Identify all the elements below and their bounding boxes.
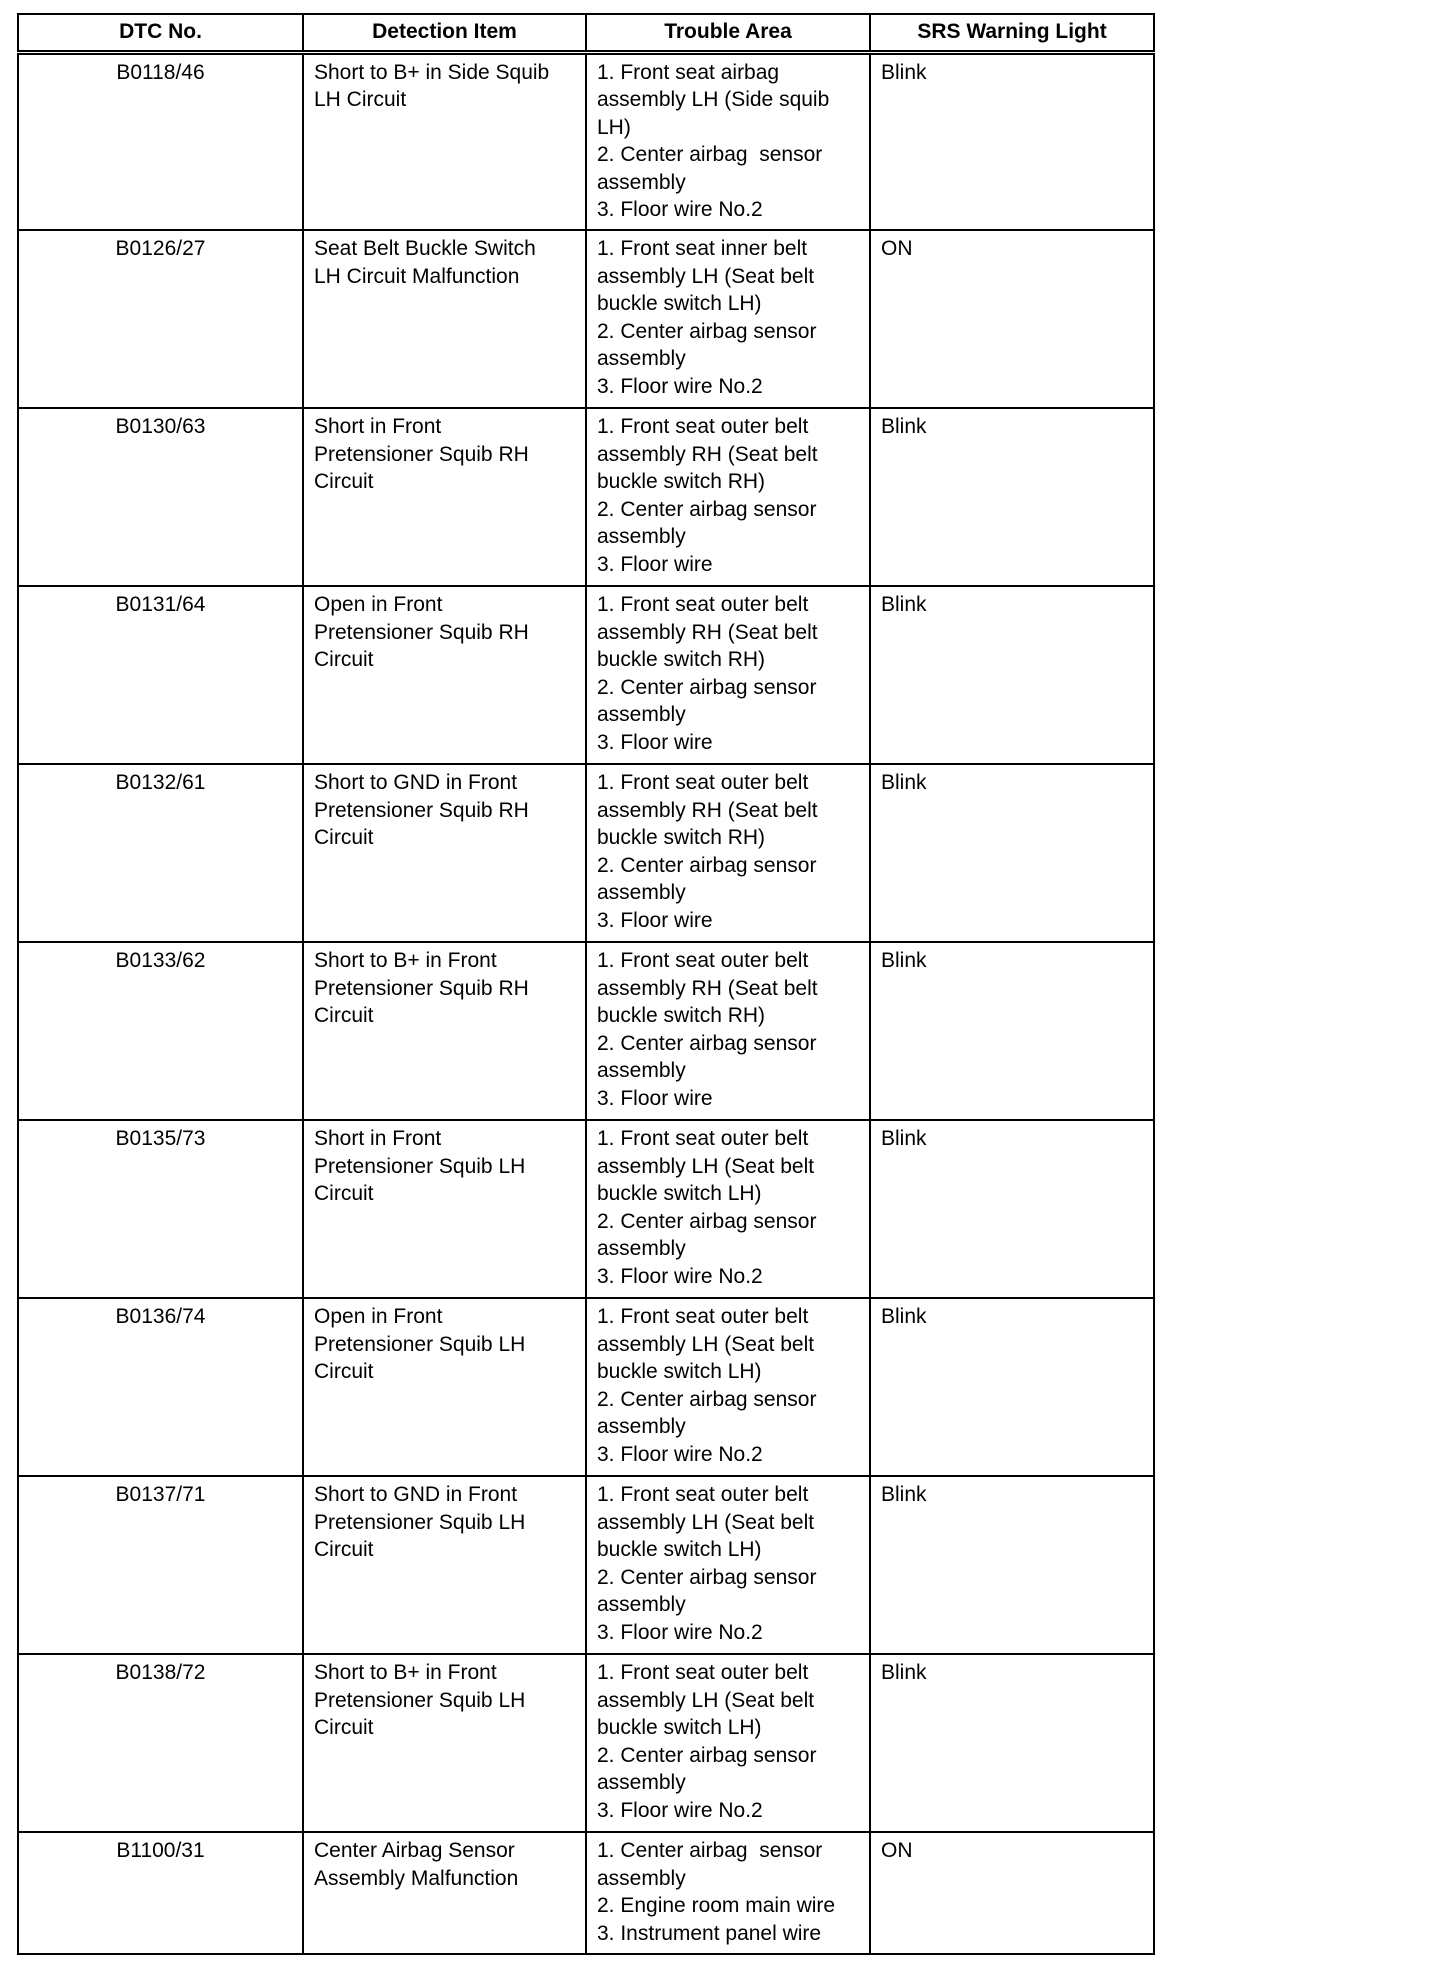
dtc-code-cell: B0126/27 — [18, 230, 303, 408]
detection-item-line: Short to B+ in Side Squib — [314, 60, 550, 84]
detection-item-line: Short to GND in Front — [314, 771, 518, 794]
trouble-area-line: 3. Floor wire No.2 — [597, 1798, 763, 1822]
trouble-area-line: assembly LH (Seat belt — [597, 1154, 815, 1178]
table-row — [18, 1476, 1154, 1654]
trouble-area-line: 2. Center airbag sensor — [597, 853, 817, 877]
trouble-area-line: 2. Center airbag sensor — [597, 319, 817, 343]
trouble-area-line: assembly — [597, 1771, 686, 1794]
table-row — [18, 230, 1154, 408]
dtc-code-cell: B0138/72 — [18, 1654, 303, 1832]
detection-item-line: Assembly Malfunction — [314, 1866, 519, 1890]
table-row — [18, 1654, 1154, 1832]
detection-item-line: Circuit — [314, 648, 374, 671]
trouble-area-line: 2. Center airbag sensor — [597, 1743, 817, 1767]
detection-item-line: Short to GND in Front — [314, 1483, 518, 1506]
srs-warning-light-cell: Blink — [870, 1298, 1154, 1476]
trouble-area-cell — [586, 1298, 870, 1476]
dtc-code-cell: B0132/61 — [18, 764, 303, 942]
detection-item-line: Circuit — [314, 1538, 374, 1561]
trouble-area-cell — [586, 230, 870, 408]
detection-item-line: Open in Front — [314, 593, 443, 616]
detection-item-cell — [303, 408, 586, 586]
trouble-area-cell — [586, 942, 870, 1120]
trouble-area-line: buckle switch LH) — [597, 1360, 762, 1383]
trouble-area-cell — [586, 764, 870, 942]
trouble-area-line: 3. Floor wire No.2 — [597, 374, 763, 398]
detection-item-cell — [303, 52, 586, 230]
detection-item-line: Circuit — [314, 1360, 374, 1383]
trouble-area-line: assembly RH (Seat belt — [597, 620, 818, 644]
trouble-area-line: 2. Center airbag sensor — [597, 675, 817, 699]
trouble-area-cell — [586, 1476, 870, 1654]
trouble-area-line: assembly RH (Seat belt — [597, 976, 818, 1000]
trouble-area-line: 3. Floor wire No.2 — [597, 1442, 763, 1466]
trouble-area-line: buckle switch LH) — [597, 292, 762, 315]
trouble-area-line: assembly LH (Seat belt — [597, 264, 815, 288]
trouble-area-line: 1. Front seat airbag — [597, 60, 780, 84]
trouble-area-line: 2. Center airbag sensor — [597, 1387, 817, 1411]
detection-item-cell — [303, 1654, 586, 1832]
header-dtc-no: DTC No. — [18, 14, 303, 52]
trouble-area-line: assembly — [597, 347, 686, 370]
trouble-area-line: assembly LH (Seat belt — [597, 1688, 815, 1712]
trouble-area-line: 3. Floor wire — [597, 1086, 713, 1110]
trouble-area-line: 1. Front seat outer belt — [597, 1483, 809, 1506]
dtc-code-cell: B1100/31 — [18, 1832, 303, 1954]
trouble-area-line: 2. Center airbag sensor — [597, 1209, 817, 1233]
trouble-area-line: 3. Instrument panel wire — [597, 1921, 822, 1945]
srs-warning-light-cell: Blink — [870, 764, 1154, 942]
table-row — [18, 1298, 1154, 1476]
detection-item-line: Pretensioner Squib LH — [314, 1332, 526, 1356]
trouble-area-line: 3. Floor wire — [597, 908, 713, 932]
trouble-area-line: buckle switch LH) — [597, 1716, 762, 1739]
trouble-area-line: assembly — [597, 1866, 686, 1890]
srs-warning-light-cell: Blink — [870, 1476, 1154, 1654]
trouble-area-cell — [586, 408, 870, 586]
trouble-area-line: 2. Center airbag sensor — [597, 1031, 817, 1055]
dtc-code-cell: B0131/64 — [18, 586, 303, 764]
detection-item-line: LH Circuit — [314, 88, 407, 111]
dtc-code-cell: B0118/46 — [18, 52, 303, 230]
srs-warning-light-cell: Blink — [870, 52, 1154, 230]
detection-item-line: Pretensioner Squib RH — [314, 798, 529, 822]
detection-item-line: Seat Belt Buckle Switch — [314, 237, 536, 260]
trouble-area-cell — [586, 1832, 870, 1954]
trouble-area-line: assembly — [597, 1059, 686, 1082]
trouble-area-line: 3. Floor wire No.2 — [597, 1620, 763, 1644]
trouble-area-line: 1. Center airbag sensor — [597, 1839, 823, 1862]
header-detection-item: Detection Item — [303, 14, 586, 52]
trouble-area-line: buckle switch RH) — [597, 470, 766, 493]
trouble-area-line: 1. Front seat outer belt — [597, 593, 809, 616]
detection-item-line: Open in Front — [314, 1305, 443, 1328]
table-row — [18, 1120, 1154, 1298]
detection-item-cell — [303, 764, 586, 942]
trouble-area-line: 3. Floor wire — [597, 730, 713, 754]
detection-item-line: Circuit — [314, 1004, 374, 1027]
detection-item-cell — [303, 942, 586, 1120]
trouble-area-line: 1. Front seat outer belt — [597, 949, 809, 972]
trouble-area-line: assembly — [597, 881, 686, 904]
trouble-area-line: 1. Front seat outer belt — [597, 415, 809, 438]
detection-item-cell — [303, 230, 586, 408]
header-srs-warning-light: SRS Warning Light — [870, 14, 1154, 52]
detection-item-line: Pretensioner Squib RH — [314, 620, 529, 644]
dtc-table — [17, 13, 1155, 1955]
dtc-code-cell: B0133/62 — [18, 942, 303, 1120]
trouble-area-line: assembly — [597, 1237, 686, 1260]
trouble-area-line: assembly RH (Seat belt — [597, 442, 818, 466]
table-row — [18, 1832, 1154, 1954]
trouble-area-line: 2. Center airbag sensor — [597, 1565, 817, 1589]
srs-warning-light-cell: Blink — [870, 1654, 1154, 1832]
trouble-area-line: buckle switch RH) — [597, 826, 766, 849]
detection-item-line: Pretensioner Squib LH — [314, 1510, 526, 1534]
detection-item-line: Center Airbag Sensor — [314, 1839, 515, 1862]
trouble-area-line: 1. Front seat outer belt — [597, 1661, 809, 1684]
trouble-area-line: assembly — [597, 703, 686, 726]
trouble-area-cell — [586, 52, 870, 230]
detection-item-cell — [303, 1832, 586, 1954]
detection-item-cell — [303, 1476, 586, 1654]
detection-item-cell — [303, 1120, 586, 1298]
trouble-area-line: 3. Floor wire — [597, 552, 713, 576]
dtc-code-cell: B0135/73 — [18, 1120, 303, 1298]
trouble-area-cell — [586, 586, 870, 764]
trouble-area-line: 1. Front seat outer belt — [597, 1305, 809, 1328]
trouble-area-line: buckle switch LH) — [597, 1538, 762, 1561]
srs-warning-light-cell: Blink — [870, 408, 1154, 586]
table-row — [18, 586, 1154, 764]
dtc-code-cell: B0136/74 — [18, 1298, 303, 1476]
trouble-area-line: 2. Center airbag sensor — [597, 143, 823, 166]
trouble-area-line: buckle switch RH) — [597, 1004, 766, 1027]
trouble-area-line: 3. Floor wire No.2 — [597, 198, 763, 221]
table-row — [18, 52, 1154, 230]
trouble-area-line: assembly — [597, 170, 686, 194]
trouble-area-line: assembly — [597, 1593, 686, 1616]
detection-item-line: Pretensioner Squib LH — [314, 1154, 526, 1178]
detection-item-line: Short to B+ in Front — [314, 949, 497, 972]
trouble-area-line: 2. Engine room main wire — [597, 1894, 836, 1917]
trouble-area-line: assembly LH (Seat belt — [597, 1510, 815, 1534]
trouble-area-cell — [586, 1120, 870, 1298]
trouble-area-line: LH) — [597, 115, 631, 139]
table-row — [18, 764, 1154, 942]
detection-item-line: Short to B+ in Front — [314, 1661, 497, 1684]
trouble-area-line: 1. Front seat outer belt — [597, 771, 809, 794]
detection-item-line: Pretensioner Squib RH — [314, 976, 529, 1000]
dtc-code-cell: B0137/71 — [18, 1476, 303, 1654]
trouble-area-line: buckle switch LH) — [597, 1182, 762, 1205]
detection-item-line: Circuit — [314, 826, 374, 849]
header-trouble-area: Trouble Area — [586, 14, 870, 52]
detection-item-line: Circuit — [314, 1182, 374, 1205]
table-row — [18, 942, 1154, 1120]
trouble-area-line: assembly RH (Seat belt — [597, 798, 818, 822]
srs-warning-light-cell: ON — [870, 230, 1154, 408]
detection-item-line: Pretensioner Squib LH — [314, 1688, 526, 1712]
trouble-area-line: 1. Front seat inner belt — [597, 237, 808, 260]
trouble-area-line: 2. Center airbag sensor — [597, 497, 817, 521]
detection-item-line: Short in Front — [314, 415, 442, 438]
header-row — [18, 14, 1154, 52]
srs-warning-light-cell: Blink — [870, 586, 1154, 764]
trouble-area-cell — [586, 1654, 870, 1832]
detection-item-cell — [303, 1298, 586, 1476]
srs-warning-light-cell: Blink — [870, 942, 1154, 1120]
trouble-area-line: assembly LH (Seat belt — [597, 1332, 815, 1356]
srs-warning-light-cell: Blink — [870, 1120, 1154, 1298]
table-row — [18, 408, 1154, 586]
detection-item-line: Pretensioner Squib RH — [314, 442, 529, 466]
detection-item-line: Short in Front — [314, 1127, 442, 1150]
srs-warning-light-cell: ON — [870, 1832, 1154, 1954]
dtc-code-cell: B0130/63 — [18, 408, 303, 586]
detection-item-line: LH Circuit Malfunction — [314, 264, 520, 288]
trouble-area-line: 3. Floor wire No.2 — [597, 1264, 763, 1288]
detection-item-line: Circuit — [314, 470, 374, 493]
trouble-area-line: 1. Front seat outer belt — [597, 1127, 809, 1150]
trouble-area-line: assembly LH (Side squib — [597, 88, 830, 111]
detection-item-line: Circuit — [314, 1716, 374, 1739]
trouble-area-line: buckle switch RH) — [597, 648, 766, 671]
trouble-area-line: assembly — [597, 525, 686, 548]
table-body — [18, 52, 1154, 1954]
detection-item-cell — [303, 586, 586, 764]
trouble-area-line: assembly — [597, 1415, 686, 1438]
